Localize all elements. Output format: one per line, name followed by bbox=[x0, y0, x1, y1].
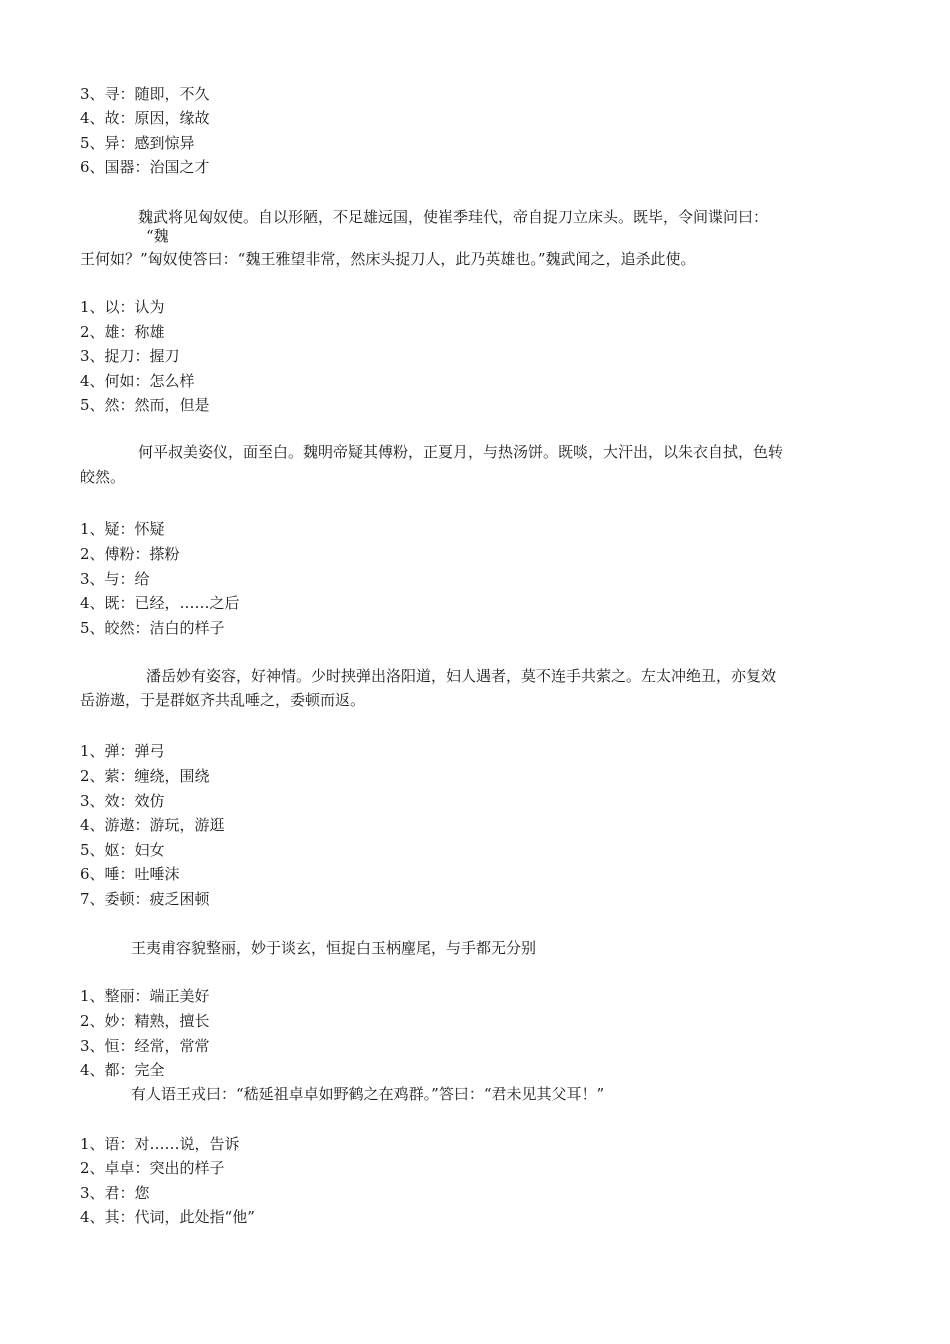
gloss-line: 4、既：已经，……之后 bbox=[80, 594, 240, 612]
gloss-line: 4、游遨：游玩，游逛 bbox=[80, 816, 225, 834]
passage-line: 魏武将见匈奴使。自以形陋，不足雄远国，使崔季珪代，帝自捉刀立床头。既毕，令间谍问曰： bbox=[138, 208, 769, 226]
gloss-line: 5、皎然：洁白的样子 bbox=[80, 619, 225, 637]
gloss-line: 4、其：代词，此处指“他” bbox=[80, 1208, 255, 1226]
gloss-line: 3、与：给 bbox=[80, 570, 150, 588]
gloss-line: 4、故：原因，缘故 bbox=[80, 109, 210, 127]
passage-line: 潘岳妙有姿容，好神情。少时挟弹出洛阳道，妇人遇者，莫不连手共萦之。左太冲绝丑，亦复效 bbox=[146, 667, 777, 685]
passage-line: 岳游遨，于是群妪齐共乱唾之，委顿而返。 bbox=[80, 691, 366, 709]
gloss-line: 3、恒：经常，常常 bbox=[80, 1037, 210, 1055]
passage-line: 王何如？”匈奴使答曰：“魏王雅望非常，然床头捉刀人，此乃英雄也。”魏武闻之，追杀此使。 bbox=[80, 250, 696, 268]
gloss-line: 3、寻：随即，不久 bbox=[80, 85, 210, 103]
passage-line: 何平叔美姿仪，面至白。魏明帝疑其傅粉，正夏月，与热汤饼。既啖，大汗出，以朱衣自拭，色转 bbox=[138, 443, 784, 461]
gloss-line: 2、傅粉：搽粉 bbox=[80, 545, 180, 563]
gloss-line: 2、萦：缠绕，围绕 bbox=[80, 767, 210, 785]
gloss-line: 3、君：您 bbox=[80, 1184, 150, 1202]
gloss-line: 1、以：认为 bbox=[80, 298, 165, 316]
gloss-line: 2、卓卓：突出的样子 bbox=[80, 1159, 225, 1177]
passage-line: 有人语王戎曰：“嵇延祖卓卓如野鹤之在鸡群。”答曰：“君未见其父耳！” bbox=[131, 1085, 605, 1103]
gloss-line: 1、弹：弹弓 bbox=[80, 742, 165, 760]
gloss-line: 2、妙：精熟，擅长 bbox=[80, 1012, 210, 1030]
gloss-line: 4、何如：怎么样 bbox=[80, 372, 195, 390]
passage-line: “魏 bbox=[146, 227, 169, 245]
gloss-line: 7、委顿：疲乏困顿 bbox=[80, 890, 210, 908]
passage-line: 皎然。 bbox=[80, 468, 126, 486]
gloss-line: 4、都：完全 bbox=[80, 1061, 165, 1079]
gloss-line: 1、疑：怀疑 bbox=[80, 520, 165, 538]
gloss-line: 3、捉刀：握刀 bbox=[80, 347, 180, 365]
gloss-line: 1、整丽：端正美好 bbox=[80, 987, 210, 1005]
gloss-line: 5、异：感到惊异 bbox=[80, 134, 195, 152]
gloss-line: 1、语：对……说，告诉 bbox=[80, 1135, 240, 1153]
gloss-line: 6、唾：吐唾沫 bbox=[80, 865, 180, 883]
gloss-line: 6、国器：治国之才 bbox=[80, 158, 210, 176]
gloss-line: 2、雄：称雄 bbox=[80, 323, 165, 341]
gloss-line: 5、然：然而，但是 bbox=[80, 396, 210, 414]
gloss-line: 5、妪：妇女 bbox=[80, 841, 165, 859]
passage-line: 王夷甫容貌整丽，妙于谈玄，恒捉白玉柄麈尾，与手都无分别 bbox=[131, 939, 537, 957]
gloss-line: 3、效：效仿 bbox=[80, 792, 165, 810]
